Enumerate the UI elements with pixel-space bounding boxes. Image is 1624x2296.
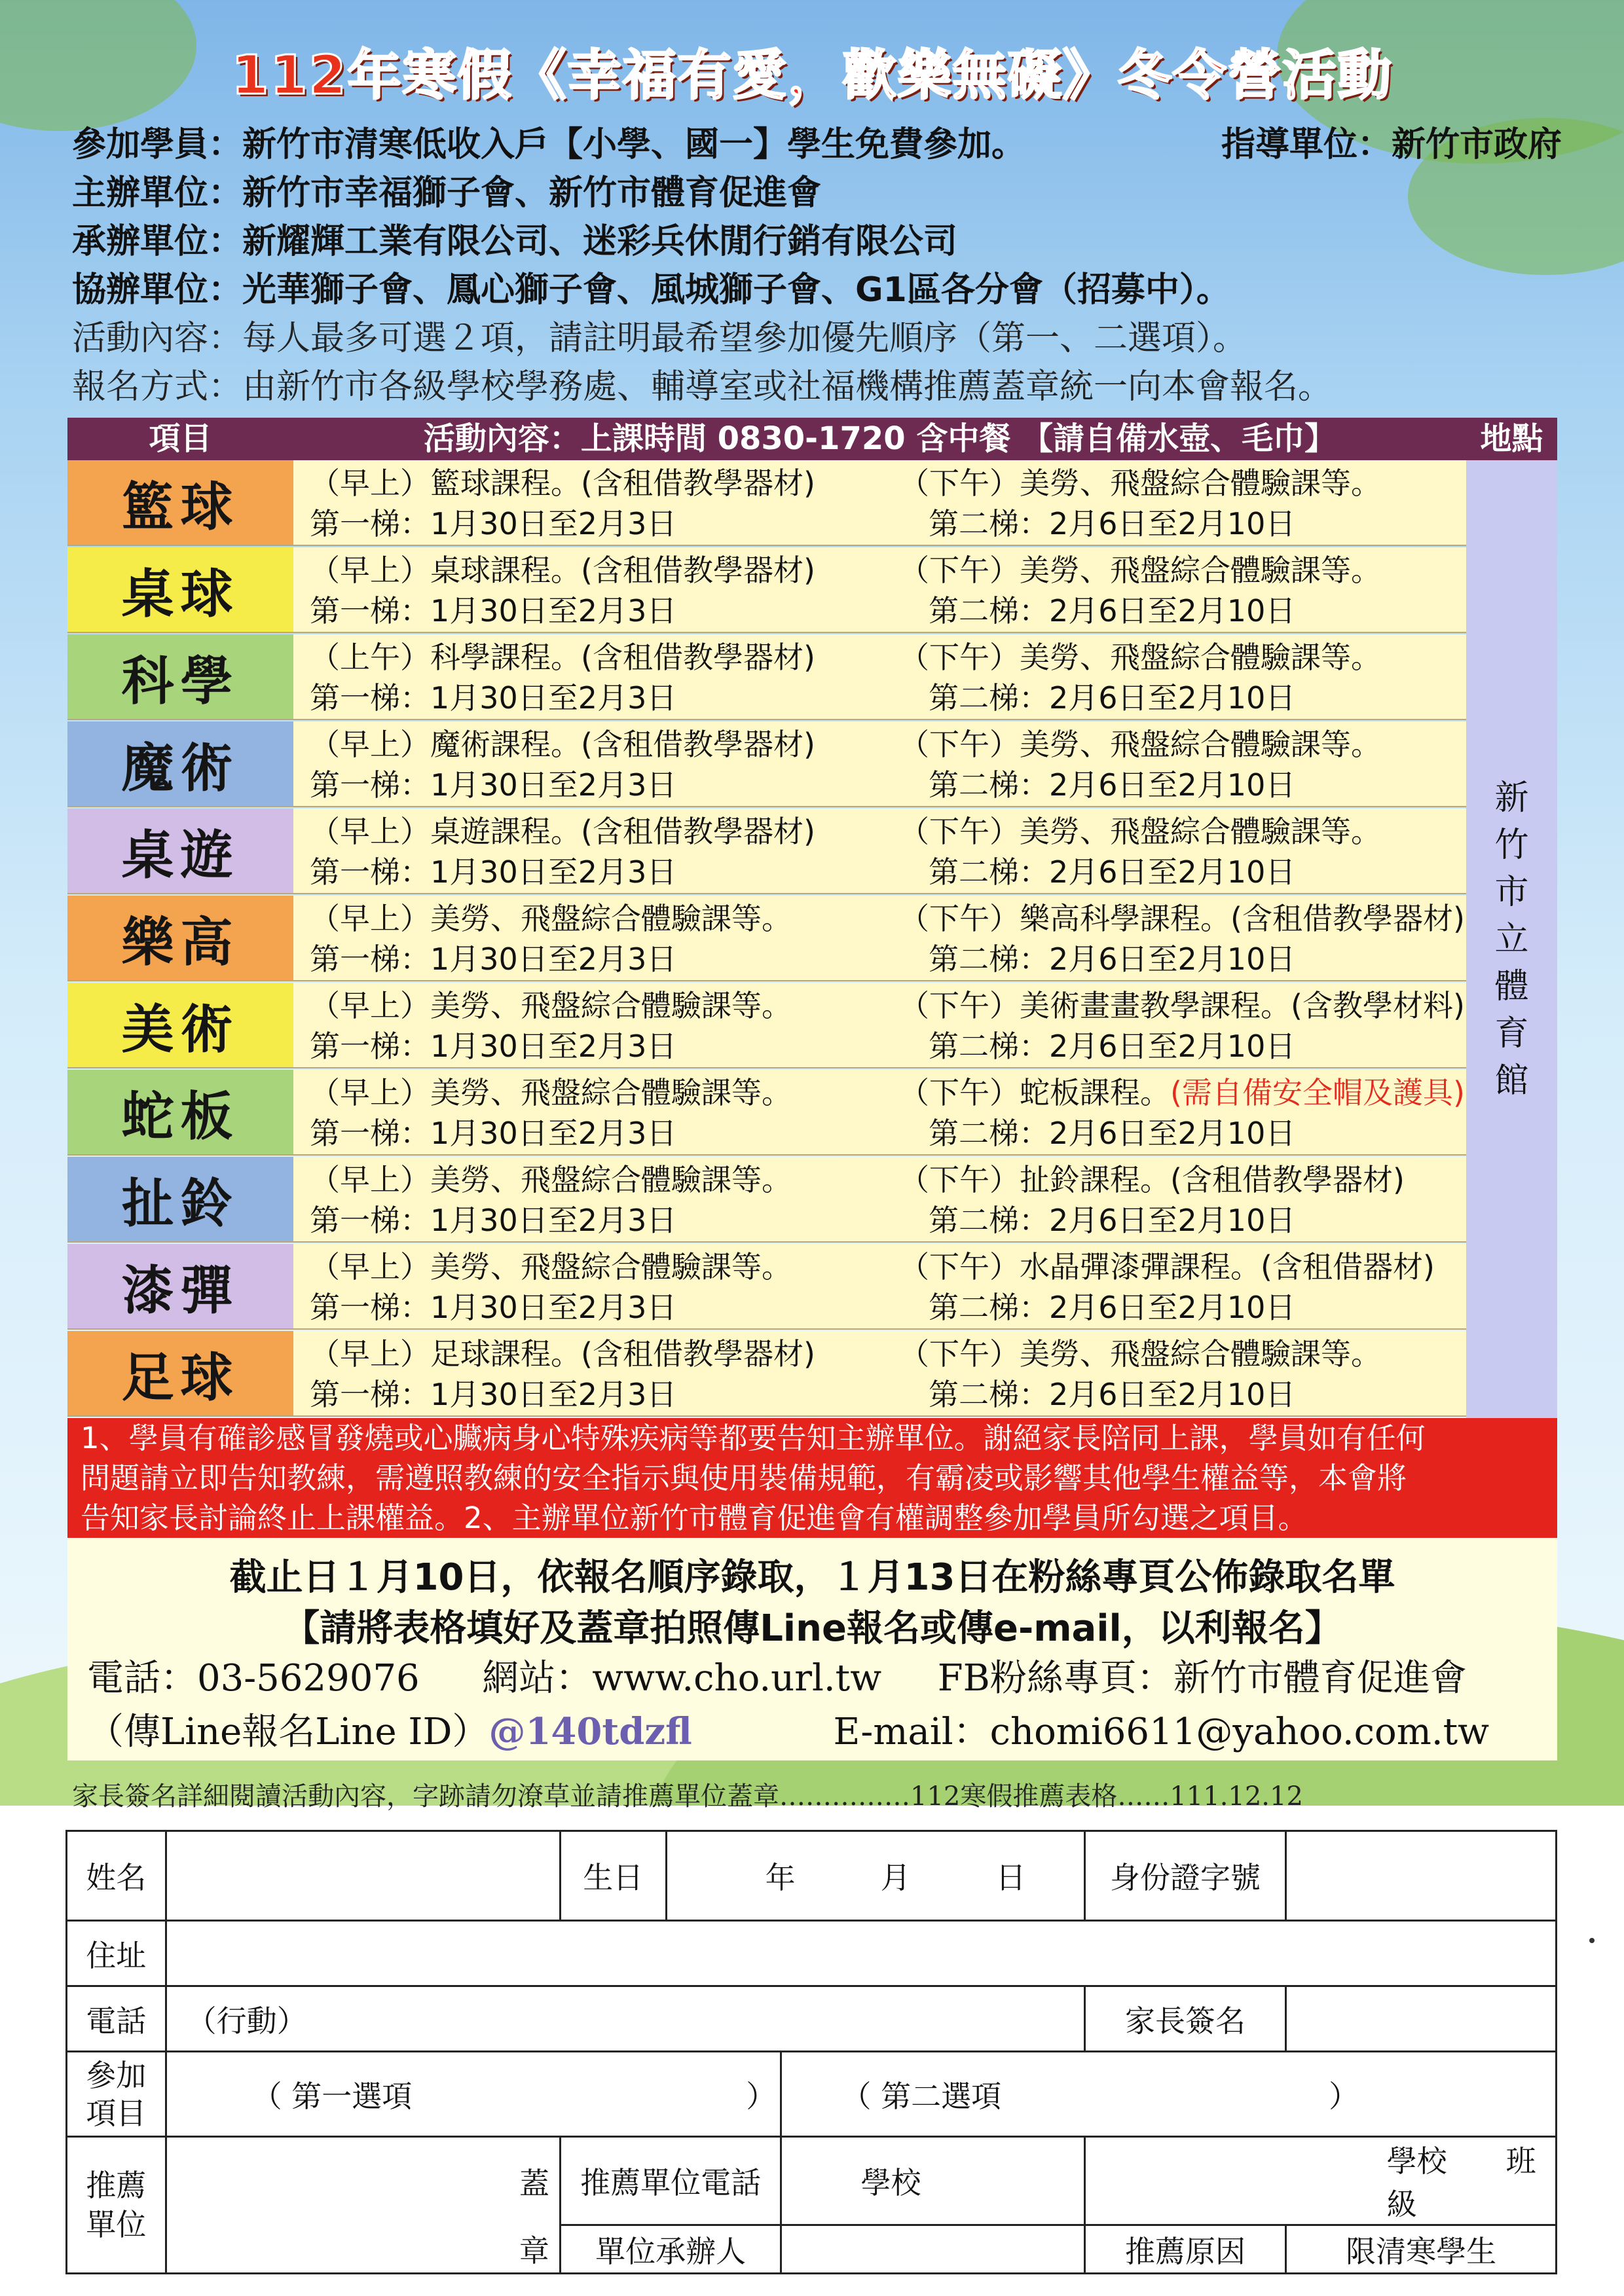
registration-form	[65, 1830, 1557, 2274]
activity-desc	[293, 460, 1466, 545]
morning-session: （早上）美勞、飛盤綜合體驗課等。	[310, 901, 792, 936]
activity-name: 足球	[67, 1331, 293, 1415]
address-label: 住址	[67, 1921, 166, 1986]
schedule-row	[67, 1244, 1466, 1330]
name-label: 姓名	[67, 1831, 166, 1921]
batch-2: 第二梯：2月6日至2月10日	[929, 1029, 1296, 1064]
batch-1: 第一梯：1月30日至2月3日	[310, 1377, 677, 1412]
parent-signature-label: 家長簽名	[1084, 1986, 1286, 2052]
activity-name: 魔術	[67, 721, 293, 806]
activity-desc	[293, 721, 1466, 806]
afternoon-session: （下午）美術畫畫教學課程。(含教學材料)	[899, 988, 1465, 1023]
stamp-label: 蓋	[166, 2137, 560, 2225]
afternoon-session: （下午）樂高科學課程。(含租借教學器材)	[899, 901, 1465, 936]
notice-line: 問題請立即告知教練，需遵照教練的安全指示與使用裝備規範，有霸凌或影響其他學生權益等，本會將	[81, 1461, 1407, 1495]
schedule-row	[67, 721, 1466, 807]
activity-desc	[293, 896, 1466, 980]
organizer-line: 主辦單位：新竹市幸福獅子會、新竹市體育促進會	[72, 173, 822, 213]
batch-2: 第二梯：2月6日至2月10日	[929, 854, 1296, 890]
location-text: 體育	[1494, 966, 1529, 1053]
activity-desc	[293, 1070, 1466, 1154]
scan-dot	[1589, 1938, 1595, 1943]
content-line: 活動內容：每人最多可選２項，請註明最希望參加優先順序（第一、二選項）。	[72, 319, 1247, 358]
batch-2: 第二梯：2月6日至2月10日	[929, 593, 1296, 629]
id-number-label: 身份證字號	[1084, 1831, 1286, 1921]
morning-session: （上午）科學課程。(含租借教學器材)	[310, 640, 815, 675]
reason-label: 推薦原因	[1084, 2225, 1286, 2274]
school-class-field[interactable]: 學校 班級	[1084, 2137, 1556, 2225]
activity-name: 桌球	[67, 547, 293, 632]
unit-handler-label: 單位承辦人	[560, 2225, 781, 2274]
location-text: 館	[1494, 1061, 1529, 1101]
batch-2: 第二梯：2月6日至2月10日	[929, 1116, 1296, 1151]
month-label: 月	[880, 1860, 911, 1895]
batch-2: 第二梯：2月6日至2月10日	[929, 680, 1296, 716]
activity-desc	[293, 1157, 1466, 1241]
join-item-label: 參加 項目	[67, 2052, 166, 2137]
year-label: 年	[765, 1860, 796, 1895]
afternoon-session: （下午）美勞、飛盤綜合體驗課等。	[899, 553, 1381, 588]
activity-name: 樂高	[67, 896, 293, 980]
school-label: 學校	[860, 2165, 921, 2200]
recommend-unit-label: 推薦 單位	[67, 2137, 166, 2274]
parent-signature-field[interactable]	[1286, 1986, 1557, 2052]
birthday-field[interactable]	[666, 1831, 1084, 1921]
second-choice-label: （ 第二選項	[841, 2078, 1002, 2114]
morning-session: （早上）美勞、飛盤綜合體驗課等。	[310, 1162, 792, 1197]
afternoon-session: （下午）美勞、飛盤綜合體驗課等。	[899, 1336, 1381, 1372]
phone-label: 電話	[67, 1986, 166, 2052]
afternoon-session: （下午）美勞、飛盤綜合體驗課等。	[899, 814, 1381, 849]
schedule-row	[67, 983, 1466, 1068]
batch-2: 第二梯：2月6日至2月10日	[929, 767, 1296, 803]
second-choice-field[interactable]: （ 第二選項 ）	[781, 2052, 1557, 2137]
batch-1: 第一梯：1月30日至2月3日	[310, 767, 677, 803]
activity-name: 科學	[67, 634, 293, 719]
poster-title: 112年寒假《幸福有愛，歡樂無礙》冬令營活動	[231, 45, 1393, 107]
afternoon-session: （下午）美勞、飛盤綜合體驗課等。	[899, 727, 1381, 762]
name-field[interactable]	[166, 1831, 560, 1921]
contact-box	[67, 1538, 1557, 1760]
activity-desc	[293, 1331, 1466, 1415]
batch-1: 第一梯：1月30日至2月3日	[310, 1203, 677, 1238]
schedule-row	[67, 547, 1466, 633]
instruction-text: 【請將表格填好及蓋章拍照傳Line報名或傳e-mail，以利報名】	[283, 1607, 1342, 1650]
batch-1: 第一梯：1月30日至2月3日	[310, 854, 677, 890]
afternoon-session: （下午）扯鈴課程。(含租借教學器材)	[899, 1162, 1405, 1197]
website-link[interactable]: 網站：www.cho.url.tw	[482, 1657, 882, 1700]
batch-1: 第一梯：1月30日至2月3日	[310, 680, 677, 716]
mobile-label: （行動）	[186, 2003, 307, 2039]
batch-1: 第一梯：1月30日至2月3日	[310, 1290, 677, 1325]
batch-2: 第二梯：2月6日至2月10日	[929, 941, 1296, 977]
morning-session: （早上）魔術課程。(含租借教學器材)	[310, 727, 815, 762]
afternoon-session: （下午）美勞、飛盤綜合體驗課等。	[899, 465, 1381, 501]
schedule-row	[67, 1157, 1466, 1243]
schedule-row	[67, 1331, 1466, 1417]
registration-line: 報名方式：由新竹市各級學校學務處、輔導室或社福機構推薦蓋章統一向本會報名。	[72, 367, 1333, 407]
batch-1: 第一梯：1月30日至2月3日	[310, 1116, 677, 1151]
guidance-unit: 指導單位：新竹市政府	[1221, 125, 1562, 164]
activity-name: 籃球	[67, 460, 293, 545]
location-cell	[1466, 460, 1557, 1418]
batch-1: 第一梯：1月30日至2月3日	[310, 1029, 677, 1064]
schedule-table	[67, 418, 1557, 1418]
day-label: 日	[995, 1860, 1026, 1895]
batch-2: 第二梯：2月6日至2月10日	[929, 1203, 1296, 1238]
activity-desc	[293, 809, 1466, 893]
morning-session: （早上）美勞、飛盤綜合體驗課等。	[310, 1075, 792, 1110]
unit-phone-label: 推薦單位電話	[560, 2137, 781, 2225]
co-organizer-line: 協辦單位：光華獅子會、鳳心獅子會、風城獅子會、G1區各分會（招募中）。	[72, 270, 1230, 310]
header-content: 活動內容：上課時間 0830-1720 含中餐 【請自備水壺、毛巾】	[293, 418, 1466, 460]
activity-name: 扯鈴	[67, 1157, 293, 1241]
first-choice-label: （ 第一選項	[251, 2078, 413, 2114]
id-number-field[interactable]	[1286, 1831, 1557, 1921]
activity-desc	[293, 547, 1466, 632]
morning-session: （早上）美勞、飛盤綜合體驗課等。	[310, 988, 792, 1023]
afternoon-session: （下午）美勞、飛盤綜合體驗課等。	[899, 640, 1381, 675]
unit-phone-field[interactable]	[781, 2137, 1084, 2225]
activity-name: 漆彈	[67, 1244, 293, 1328]
activity-desc	[293, 983, 1466, 1067]
activity-name: 美術	[67, 983, 293, 1067]
email-text[interactable]: E-mail：chomi6611@yahoo.com.tw	[833, 1711, 1490, 1753]
phone-text: 電話：03-5629076	[87, 1657, 420, 1700]
line-id[interactable]: @140tdzfl	[489, 1710, 692, 1753]
batch-1: 第一梯：1月30日至2月3日	[310, 593, 677, 629]
first-choice-field[interactable]: （ 第一選項 ）	[166, 2052, 781, 2137]
participants-line: 參加學員：新竹市清寒低收入戶【小學、國一】學生免費參加。	[72, 125, 1026, 164]
location-text: 新竹	[1494, 778, 1529, 865]
schedule-row	[67, 460, 1466, 546]
reason-field: 限清寒學生	[1286, 2225, 1557, 2274]
stamp-label: 章	[166, 2225, 560, 2274]
line-label: （傳Line報名Line ID）	[87, 1711, 489, 1753]
morning-session: （早上）美勞、飛盤綜合體驗課等。	[310, 1249, 792, 1285]
location-text: 市立	[1494, 872, 1529, 959]
afternoon-note: (需自備安全帽及護具)	[1170, 1075, 1465, 1110]
batch-2: 第二梯：2月6日至2月10日	[929, 506, 1296, 541]
schedule-row	[67, 809, 1466, 894]
activity-desc	[293, 1244, 1466, 1328]
unit-handler-field[interactable]	[781, 2225, 1084, 2274]
morning-session: （早上）桌球課程。(含租借教學器材)	[310, 553, 815, 588]
morning-session: （早上）籃球課程。(含租借教學器材)	[310, 465, 815, 501]
batch-1: 第一梯：1月30日至2月3日	[310, 941, 677, 977]
batch-1: 第一梯：1月30日至2月3日	[310, 506, 677, 541]
morning-session: （早上）桌遊課程。(含租借教學器材)	[310, 814, 815, 849]
morning-session: （早上）足球課程。(含租借教學器材)	[310, 1336, 815, 1372]
schedule-row	[67, 634, 1466, 720]
phone-field[interactable]	[166, 1986, 1084, 2052]
fb-page-text[interactable]: FB粉絲專頁：新竹市體育促進會	[937, 1657, 1467, 1700]
header-item: 項目	[67, 418, 293, 460]
activity-name: 蛇板	[67, 1070, 293, 1154]
schedule-row	[67, 896, 1466, 981]
notice-line: 1、學員有確診感冒發燒或心臟病身心特殊疾病等都要告知主辦單位。謝絕家長陪同上課，學員如有任何	[81, 1421, 1426, 1455]
header-location: 地點	[1466, 418, 1557, 460]
address-field[interactable]	[166, 1921, 1556, 1986]
schedule-row	[67, 1070, 1466, 1156]
contractor-line: 承辦單位：新耀輝工業有限公司、迷彩兵休閒行銷有限公司	[72, 222, 958, 261]
birthday-label: 生日	[560, 1831, 666, 1921]
activity-desc	[293, 634, 1466, 719]
afternoon-session: （下午）蛇板課程。	[899, 1075, 1170, 1110]
deadline-text: 截止日１月10日，依報名順序錄取，１月13日在粉絲專頁公佈錄取名單	[229, 1556, 1395, 1599]
notice-line: 告知家長討論終止上課權益。2、主辦單位新竹市體育促進會有權調整參加學員所勾選之項目。	[81, 1501, 1308, 1535]
activity-name: 桌遊	[67, 809, 293, 893]
afternoon-session: （下午）水晶彈漆彈課程。(含租借器材)	[899, 1249, 1435, 1285]
batch-2: 第二梯：2月6日至2月10日	[929, 1290, 1296, 1325]
batch-2: 第二梯：2月6日至2月10日	[929, 1377, 1296, 1412]
footnote: 家長簽名詳細閱讀活動內容，字跡請勿潦草並請推薦單位蓋章……………112寒假推薦表格……111.12.12	[72, 1781, 1303, 1812]
notice-box	[67, 1418, 1557, 1538]
